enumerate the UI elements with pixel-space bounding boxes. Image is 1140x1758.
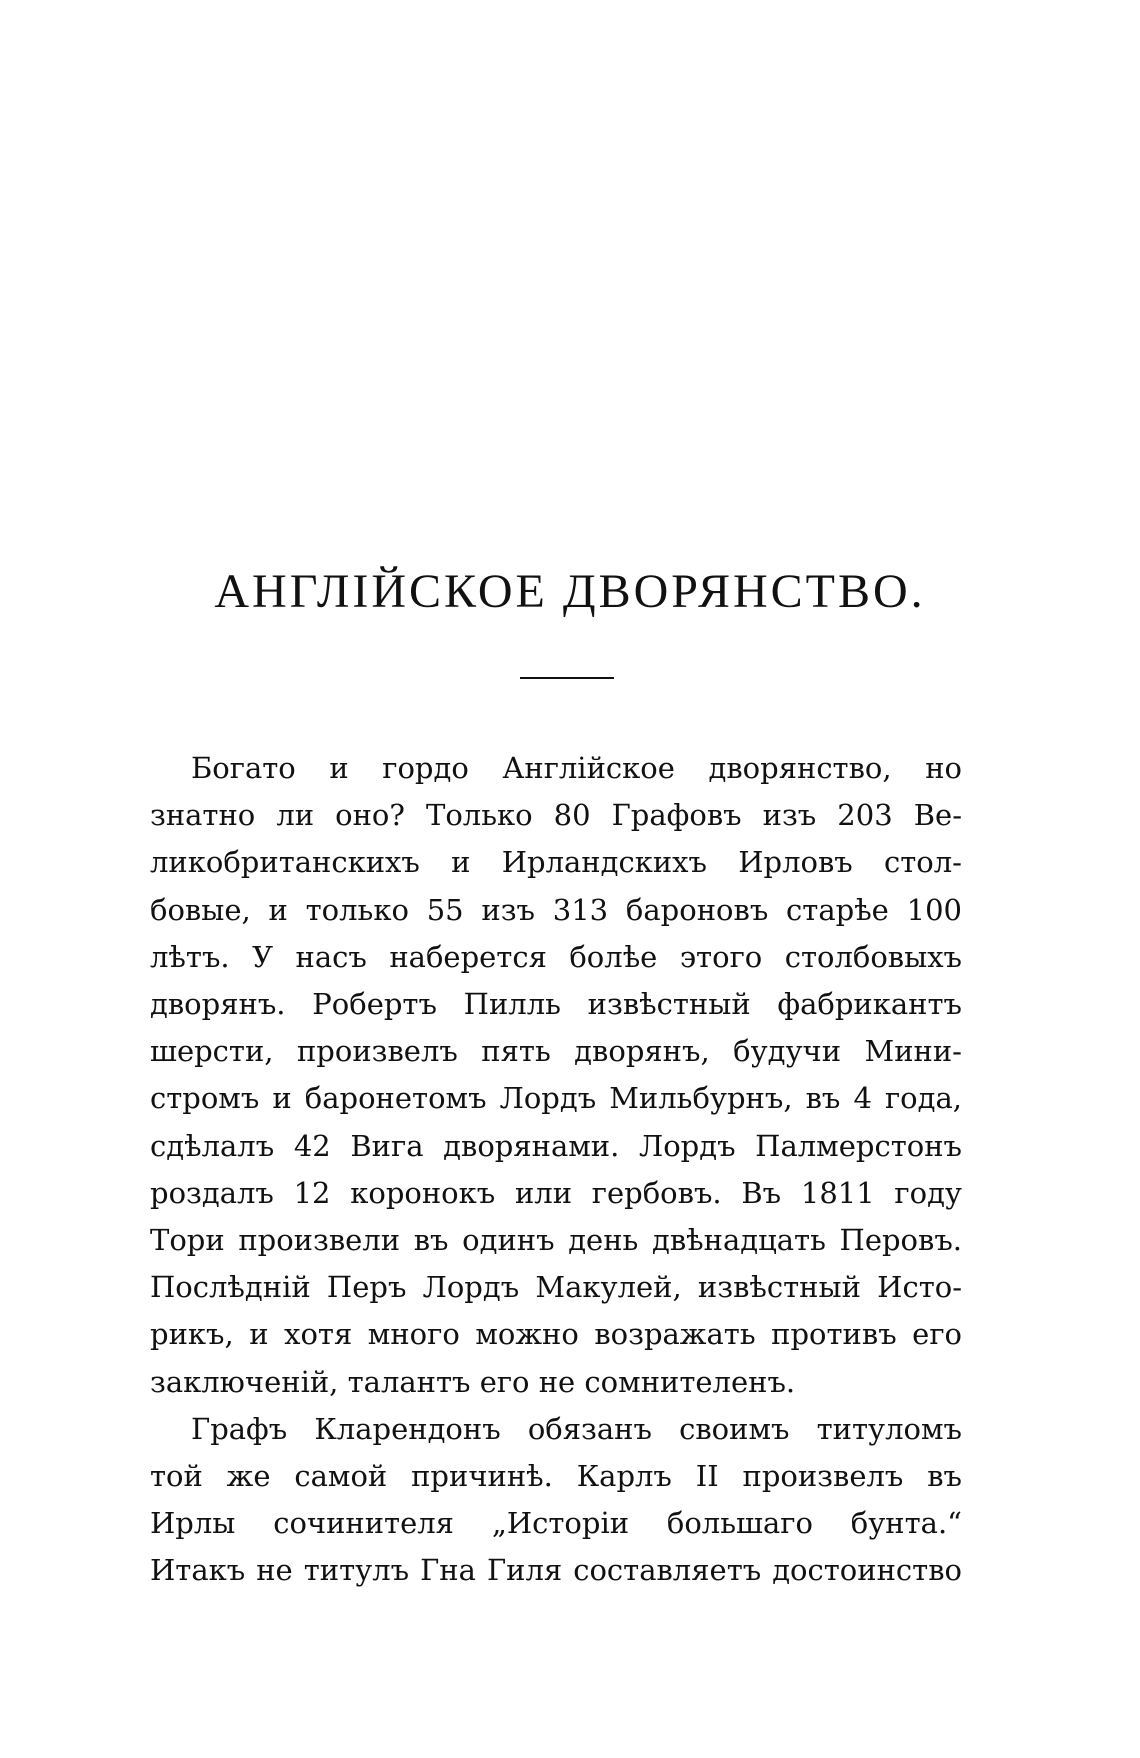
text-line: ликобританскихъ и Ирландскихъ Ирловъ стол- — [150, 845, 962, 880]
text-line: роздалъ 12 коронокъ или гербовъ. Въ 1811 году — [150, 1175, 962, 1210]
text-line: Графъ Кларендонъ обязанъ своимъ титуломъ — [191, 1411, 962, 1446]
text-line: заключеній, талантъ его не сомнителенъ. — [150, 1364, 796, 1399]
text-line: Богато и гордо Англійское дворянство, но — [191, 751, 962, 785]
text-line: шерсти, произвелъ пять дворянъ, будучи Мини- — [150, 1034, 962, 1069]
text-line: той же самой причинѣ. Карлъ II произвелъ въ — [150, 1459, 962, 1494]
text-line: Итакъ не титулъ Гна Гиля составляетъ достоинство — [150, 1553, 962, 1588]
text-line: лѣтъ. У насъ наберется болѣе этого столбовыхъ — [150, 939, 962, 974]
text-line: бовые, и только 55 изъ 313 бароновъ старѣе 100 — [150, 892, 962, 927]
paragraph-2 — [150, 1406, 962, 1595]
title-divider — [520, 677, 614, 679]
text-line: дворянъ. Робертъ Пилль извѣстный фабрикантъ — [150, 987, 962, 1022]
text-line: Тори произвели въ одинъ день двѣнадцать Перовъ. — [150, 1223, 962, 1258]
text-line: рикъ, и хотя много можно возражать противъ его — [150, 1317, 962, 1352]
page-title: АНГЛІЙСКОЕ ДВОРЯНСТВО. — [214, 565, 926, 618]
text-line: знатно ли оно? Только 80 Графовъ изъ 203 Ве- — [150, 798, 962, 833]
text-line: Ирлы сочинителя „Исторіи большаго бунта.“ — [150, 1506, 962, 1541]
text-line: стромъ и баронетомъ Лордъ Мильбурнъ, въ 4 года, — [150, 1081, 962, 1116]
body-text — [150, 745, 962, 1595]
text-line: Послѣдній Перъ Лордъ Макулей, извѣстный Исто- — [150, 1270, 962, 1305]
text-line: сдѣлалъ 42 Вига дворянами. Лордъ Палмерстонъ — [150, 1128, 962, 1163]
paragraph-1 — [150, 745, 962, 1406]
